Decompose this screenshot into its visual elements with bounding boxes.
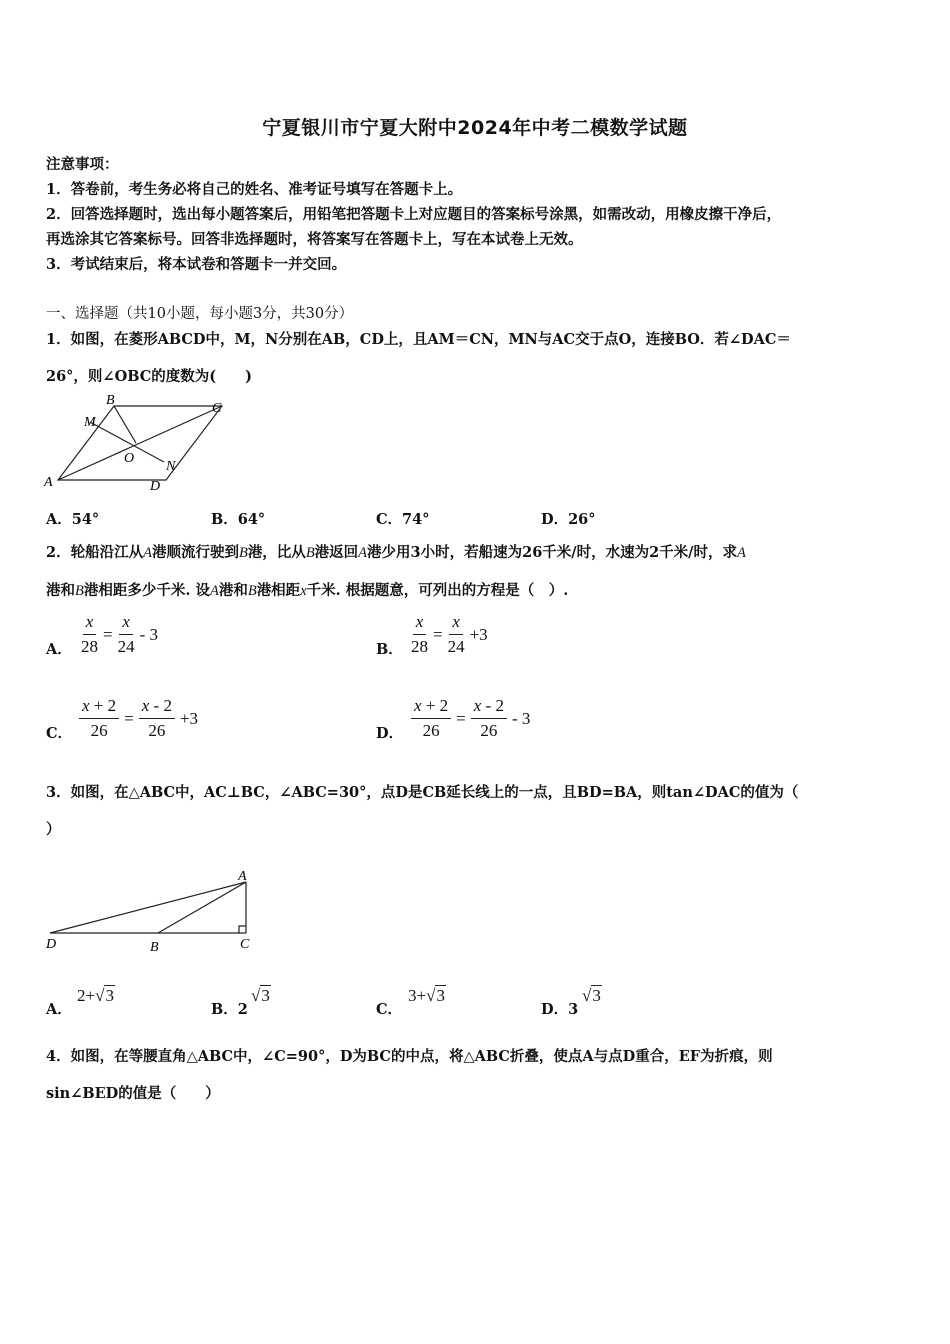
q1-label-N: N [166, 459, 176, 474]
q2-option-c[interactable]: C． [46, 725, 73, 742]
q3-option-a-value: 2+√3 [77, 986, 114, 1005]
q3-option-a[interactable]: A． [46, 1001, 72, 1018]
q1-option-a[interactable]: A．54° [46, 511, 100, 528]
q3-option-c[interactable]: C． [376, 1001, 403, 1018]
notice-item-2: 2．回答选择题时，选出每小题答案后，用铅笔把答题卡上对应题目的答案标号涂黑，如需改动，用橡皮擦干净后， [46, 206, 782, 223]
q2-option-d-equation: $\frac{x + 2}{26}$ = $\frac{x - 2}{26}$ - 3 [408, 696, 532, 741]
q4-text-line1: 4．如图，在等腰直角△ABC中，∠C=90°，D为BC的中点，将△ABC折叠，使点A与点D重合，EF为折痕，则 [46, 1048, 773, 1065]
q3-text-line2: ） [46, 821, 61, 838]
q3-option-b[interactable]: B．2 [211, 1001, 248, 1018]
q1-option-d[interactable]: D．26° [541, 511, 596, 528]
q3-option-c-value: 3+√3 [408, 986, 445, 1005]
q1-option-c[interactable]: C．74° [376, 511, 430, 528]
q1-label-C: C [212, 401, 222, 416]
q4-text-line2: sin∠BED的值是（ ） [46, 1085, 220, 1102]
q2-text-line2: 港和B港相距多少千米. 设A港和B港相距x千米. 根据题意，可列出的方程是（ ）. [46, 582, 569, 599]
q2-option-d[interactable]: D． [376, 725, 404, 742]
q3-label-A: A [238, 869, 247, 884]
page-title: 宁夏银川市宁夏大附中2024年中考二模数学试题 [262, 117, 688, 139]
q3-option-d-value: √3 [582, 986, 601, 1005]
notice-item-2-cont: 再选涂其它答案标号。回答非选择题时，将答案写在答题卡上，写在本试卷上无效。 [46, 231, 583, 248]
q1-rhombus-figure [40, 390, 240, 495]
q1-label-D: D [150, 479, 161, 494]
q3-label-D: D [46, 937, 57, 952]
q2-option-b[interactable]: B． [376, 641, 403, 658]
q2-option-b-equation: $\frac{x}{28}$ = $\frac{x}{24}$ +3 [411, 612, 488, 656]
q1-label-B: B [106, 393, 115, 408]
q1-label-A: A [44, 475, 53, 490]
q2-option-c-equation: $\frac{x + 2}{26}$ = $\frac{x - 2}{26}$ +3 [76, 696, 200, 741]
q3-label-C: C [240, 937, 250, 952]
q3-label-B: B [150, 940, 159, 955]
section-heading: 一、选择题（共10小题，每小题3分，共30分） [46, 306, 354, 322]
q1-text-line1: 1．如图，在菱形ABCD中，M，N分别在AB，CD上，且AM＝CN，MN与AC交于点O，连接BO．若∠DAC＝ [46, 331, 791, 348]
q3-option-b-value: √3 [251, 986, 270, 1005]
q3-triangle-figure [40, 862, 270, 957]
notice-item-3: 3．考试结束后，将本试卷和答题卡一并交回。 [46, 256, 347, 273]
notice-heading: 注意事项： [46, 156, 119, 173]
q3-text-line1: 3．如图，在△ABC中，AC⊥BC，∠ABC=30°，点D是CB延长线上的一点，且BD=BA，则tan∠DAC的值为（ [46, 784, 799, 801]
q2-option-a-equation: $\frac{x}{28}$ = $\frac{x}{24}$ - 3 [81, 612, 159, 656]
q3-option-d[interactable]: D．3 [541, 1001, 579, 1018]
notice-item-1: 1．答卷前，考生务必将自己的姓名、准考证号填写在答题卡上。 [46, 181, 463, 198]
q1-option-b[interactable]: B．64° [211, 511, 266, 528]
q2-text-line1: 2．轮船沿江从A港顺流行驶到B港，比从B港返回A港少用3小时，若船速为26千米/时，水速为2千米/时，求A [46, 544, 746, 561]
q1-text-line2: 26°，则∠OBC的度数为( ) [46, 368, 252, 385]
q2-option-a[interactable]: A． [46, 641, 72, 658]
q1-label-O: O [124, 451, 135, 466]
q1-label-M: M [84, 415, 96, 430]
